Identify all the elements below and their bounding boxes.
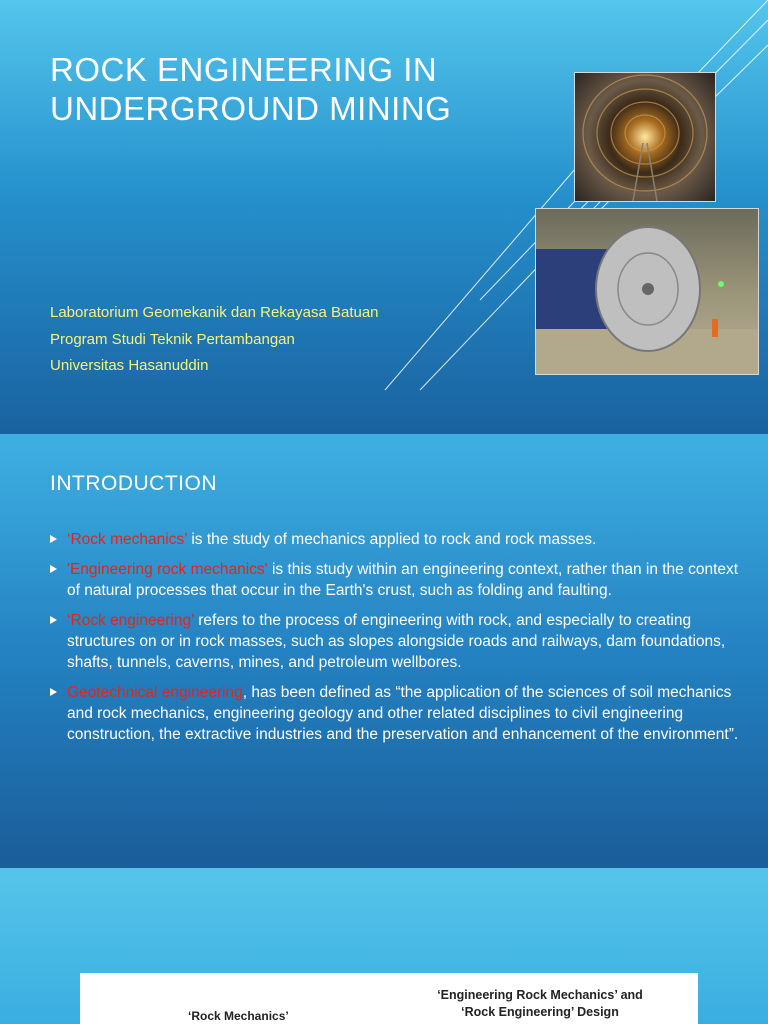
tunnel-photo xyxy=(574,72,716,202)
bullet-text: , has been defined as “the application of the sciences of soil mechanics and rock mechanics, engineering geology and other related disciplines to civil engineering construction, the extractive industries and the preservation and enhancement of the environment”. xyxy=(67,684,739,743)
bullet-geotechnical-engineering xyxy=(50,682,740,745)
bullet-text: is the study of mechanics applied to rock and rock masses. xyxy=(187,531,597,548)
tunnel-boring-machine-photo xyxy=(535,208,759,375)
bullet-term: 'Engineering rock mechanics' xyxy=(67,561,268,578)
title-slide xyxy=(0,0,768,434)
subtitle-line-university: Universitas Hasanuddin xyxy=(50,357,209,374)
triangle-right-icon xyxy=(50,688,57,696)
bullet-text: is this study within an engineering context, rather than in the context of natural processes that occur in the Earth's crust, such as folding and faulting. xyxy=(67,561,739,599)
bullet-term: ‘Rock mechanics’ xyxy=(67,531,188,548)
figure-label-line: ‘Rock Engineering’ Design xyxy=(461,1005,619,1019)
bullet-rock-engineering xyxy=(50,610,740,673)
bullet-text: refers to the process of engineering with rock, and especially to creating structures on or in rock masses, such as slopes alongside roads and railways, dam foundations, shafts, tunnels, caverns, mines, and petroleum wellbores. xyxy=(67,612,726,671)
tunnel-photo-art xyxy=(575,73,715,201)
slide-title: ROCK ENGINEERING IN UNDERGROUND MINING xyxy=(50,51,452,127)
figure-label-engineering-design xyxy=(420,987,660,1021)
bullet-engineering-rock-mechanics xyxy=(50,559,740,601)
bullet-term: ‘Rock engineering’ xyxy=(67,612,194,629)
introduction-title: INTRODUCTION xyxy=(50,472,217,495)
bullet-term: Geotechnical engineering xyxy=(67,684,243,701)
triangle-right-icon xyxy=(50,616,57,624)
triangle-right-icon xyxy=(50,565,57,573)
introduction-slide xyxy=(0,434,768,868)
triangle-right-icon xyxy=(50,535,57,543)
subtitle-line-lab: Laboratorium Geomekanik dan Rekayasa Batuan xyxy=(50,304,379,321)
bullet-list xyxy=(50,529,740,754)
figure-label-line: ‘Engineering Rock Mechanics’ and xyxy=(437,988,643,1002)
figure-panel xyxy=(80,973,698,1024)
subtitle-block xyxy=(50,300,490,380)
subtitle-line-program: Program Studi Teknik Pertambangan xyxy=(50,330,295,348)
figure-label-rock-mechanics: ‘Rock Mechanics’ xyxy=(188,1009,289,1023)
figure-slide xyxy=(0,868,768,1024)
tbm-photo-art xyxy=(536,209,758,374)
bullet-rock-mechanics xyxy=(50,529,740,550)
